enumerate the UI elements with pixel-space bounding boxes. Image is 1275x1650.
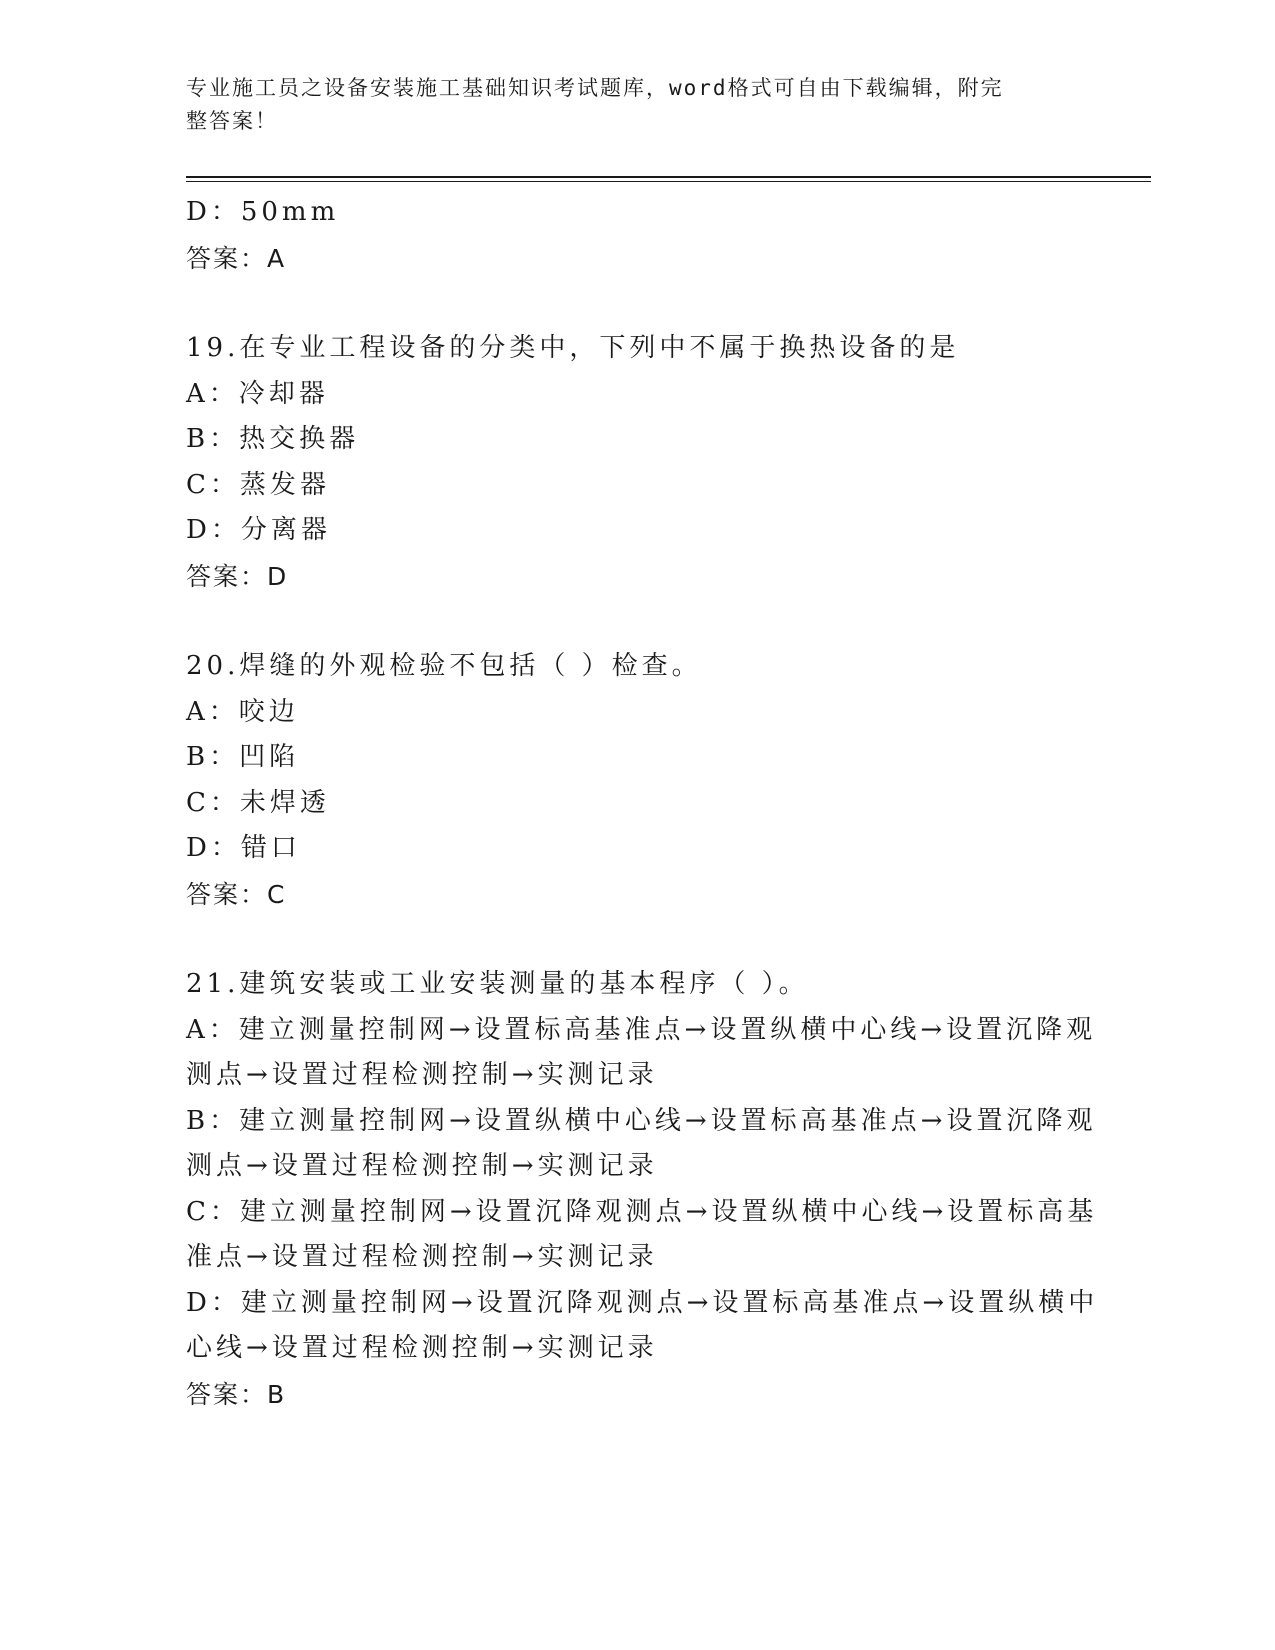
question-list	[186, 190, 1099, 1417]
option-b: B：热交换器	[186, 424, 360, 454]
question-text: 19.在专业工程设备的分类中，下列中不属于换热设备的是	[186, 333, 960, 363]
option-a-line-2: 测点→设置过程检测控制→实测记录	[186, 1060, 658, 1090]
option-d: D：错口	[186, 833, 301, 863]
option-b: B：凹陷	[186, 742, 300, 772]
prev-answer: 答案：A	[186, 243, 287, 273]
question-text: 21.建筑安装或工业安装测量的基本程序（ ）。	[186, 969, 809, 999]
answer: 答案：D	[186, 561, 289, 591]
option-d-line-2: 心线→设置过程检测控制→实测记录	[186, 1333, 658, 1363]
option-b-line-1: B：建立测量控制网→设置纵横中心线→设置标高基准点→设置沉降观	[186, 1105, 1097, 1136]
prev-option-d: D：50mm	[186, 197, 340, 227]
question-text: 20.焊缝的外观检验不包括（ ）检查。	[186, 651, 702, 681]
option-c-line-2: 准点→设置过程检测控制→实测记录	[186, 1242, 658, 1272]
option-b-line-2: 测点→设置过程检测控制→实测记录	[186, 1151, 658, 1181]
header-divider-thick	[186, 176, 1151, 178]
option-c: C：未焊透	[186, 787, 330, 818]
option-c: C：蒸发器	[186, 469, 330, 500]
answer: 答案：B	[186, 1379, 287, 1409]
option-c-line-1: C：建立测量控制网→设置沉降观测点→设置纵横中心线→设置标高基	[186, 1196, 1098, 1227]
option-a: A：冷却器	[186, 378, 329, 409]
option-d: D：分离器	[186, 515, 331, 545]
question-21	[186, 962, 1099, 1417]
header-line-1: 专业施工员之设备安装施工基础知识考试题库，word格式可自由下载编辑，附完	[186, 76, 1004, 100]
option-a: A：咬边	[186, 696, 299, 727]
question-19	[186, 326, 1086, 599]
spacer	[186, 281, 1086, 326]
option-a-line-1: A：建立测量控制网→设置标高基准点→设置纵横中心线→设置沉降观	[186, 1014, 1097, 1045]
document-header	[186, 72, 1066, 138]
question-20	[186, 644, 1086, 917]
spacer	[186, 917, 1086, 962]
spacer	[186, 599, 1086, 644]
header-divider-thin	[186, 181, 1151, 182]
option-d-line-1: D：建立测量控制网→设置沉降观测点→设置标高基准点→设置纵横中	[186, 1287, 1099, 1318]
header-line-2: 整答案！	[186, 109, 278, 133]
answer: 答案：C	[186, 879, 287, 909]
